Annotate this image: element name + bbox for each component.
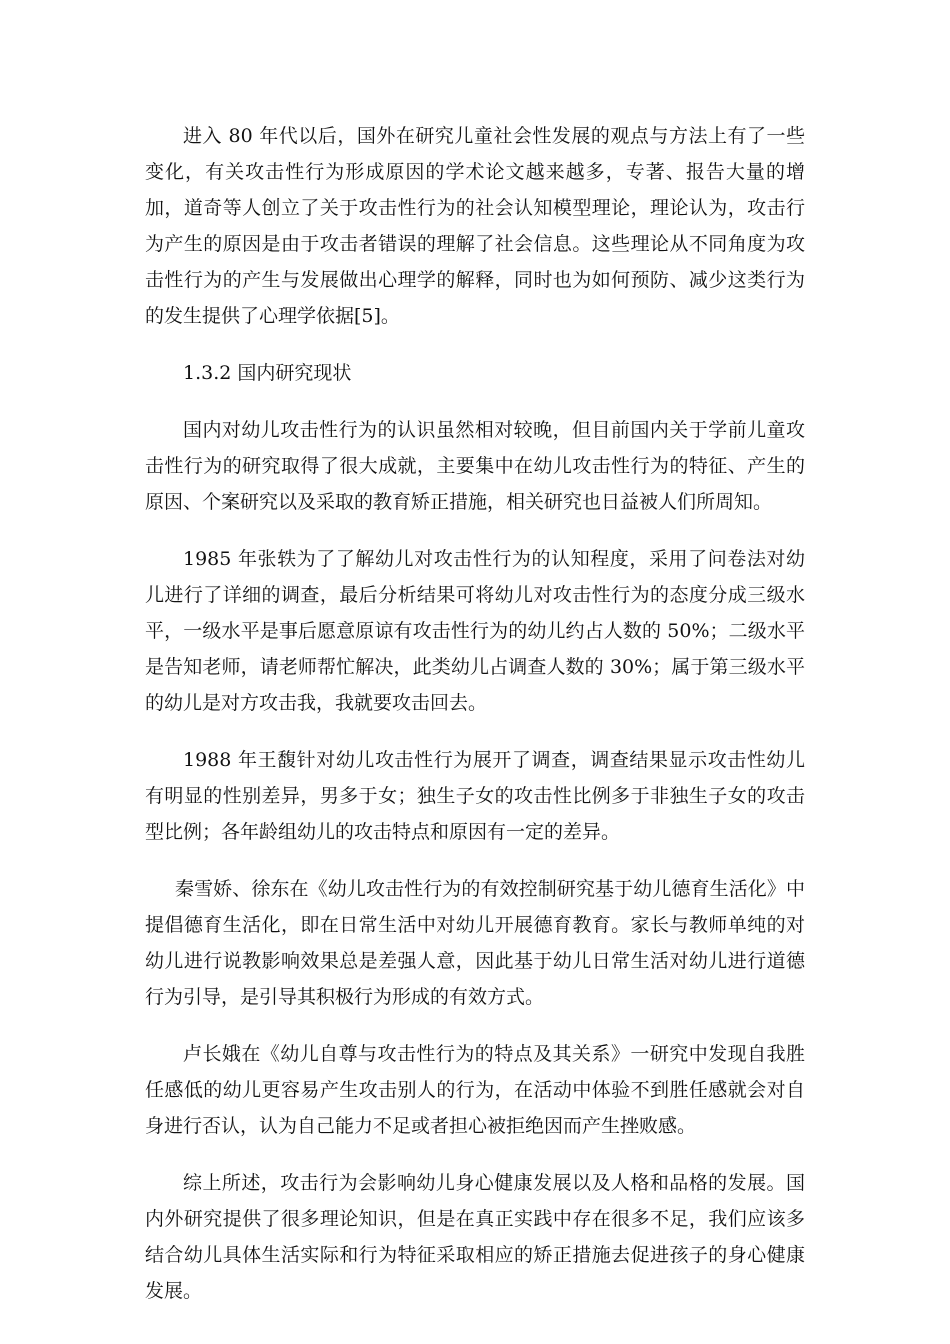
paragraph-moral-education-study: 秦雪娇、徐东在《幼儿攻击性行为的有效控制研究基于幼儿德育生活化》中提倡德育生活化，即在日常生活中对幼儿开展德育教育。家长与教师单纯的对幼儿进行说教影响效果总是差强人意，因此基于幼儿日常生活对幼儿进行道德行为引导，是引导其积极行为形成的有效方式。 xyxy=(145,878,805,1008)
paragraph-foreign-research: 进入 80 年代以后，国外在研究儿童社会性发展的观点与方法上有了一些变化，有关攻击性行为形成原因的学术论文越来越多，专著、报告大量的增加，道奇等人创立了关于攻击性行为的社会认知模型理论，理论认为，攻击行为产生的原因是由于攻击者错误的理解了社会信息。这些理论从不同角度为攻击性行为的产生与发展做出心理学的解释，同时也为如何预防、减少这类行为的发生提供了心理学依据[5]。 xyxy=(145,125,805,327)
paragraph-domestic-overview: 国内对幼儿攻击性行为的认识虽然相对较晚，但目前国内关于学前儿童攻击性行为的研究取得了很大成就，主要集中在幼儿攻击性行为的特征、产生的原因、个案研究以及采取的教育矫正措施，相关研究也日益被人们所周知。 xyxy=(145,419,805,513)
document-body xyxy=(145,118,805,1330)
paragraph-1988-study: 1988 年王馥针对幼儿攻击性行为展开了调查，调查结果显示攻击性幼儿有明显的性别差异，男多于女；独生子女的攻击性比例多于非独生子女的攻击型比例；各年龄组幼儿的攻击特点和原因有一定的差异。 xyxy=(145,749,805,843)
paragraph-self-esteem-study: 卢长娥在《幼儿自尊与攻击性行为的特点及其关系》一研究中发现自我胜任感低的幼儿更容易产生攻击别人的行为，在活动中体验不到胜任感就会对自身进行否认，认为自己能力不足或者担心被拒绝因而产生挫败感。 xyxy=(145,1043,805,1137)
section-heading-domestic-research: 1.3.2 国内研究现状 xyxy=(183,362,352,384)
paragraph-1985-study: 1985 年张轶为了了解幼儿对攻击性行为的认知程度，采用了问卷法对幼儿进行了详细的调查，最后分析结果可将幼儿对攻击性行为的态度分成三级水平，一级水平是事后愿意原谅有攻击性行为的幼儿约占人数的 50%；二级水平是告知老师，请老师帮忙解决，此类幼儿占调查人数的 30%；属于第三级水平的幼儿是对方攻击我，我就要攻击回去。 xyxy=(145,548,805,714)
paragraph-summary: 综上所述，攻击行为会影响幼儿身心健康发展以及人格和品格的发展。国内外研究提供了很多理论知识，但是在真正实践中存在很多不足，我们应该多结合幼儿具体生活实际和行为特征采取相应的矫正措施去促进孩子的身心健康发展。 xyxy=(145,1172,805,1302)
